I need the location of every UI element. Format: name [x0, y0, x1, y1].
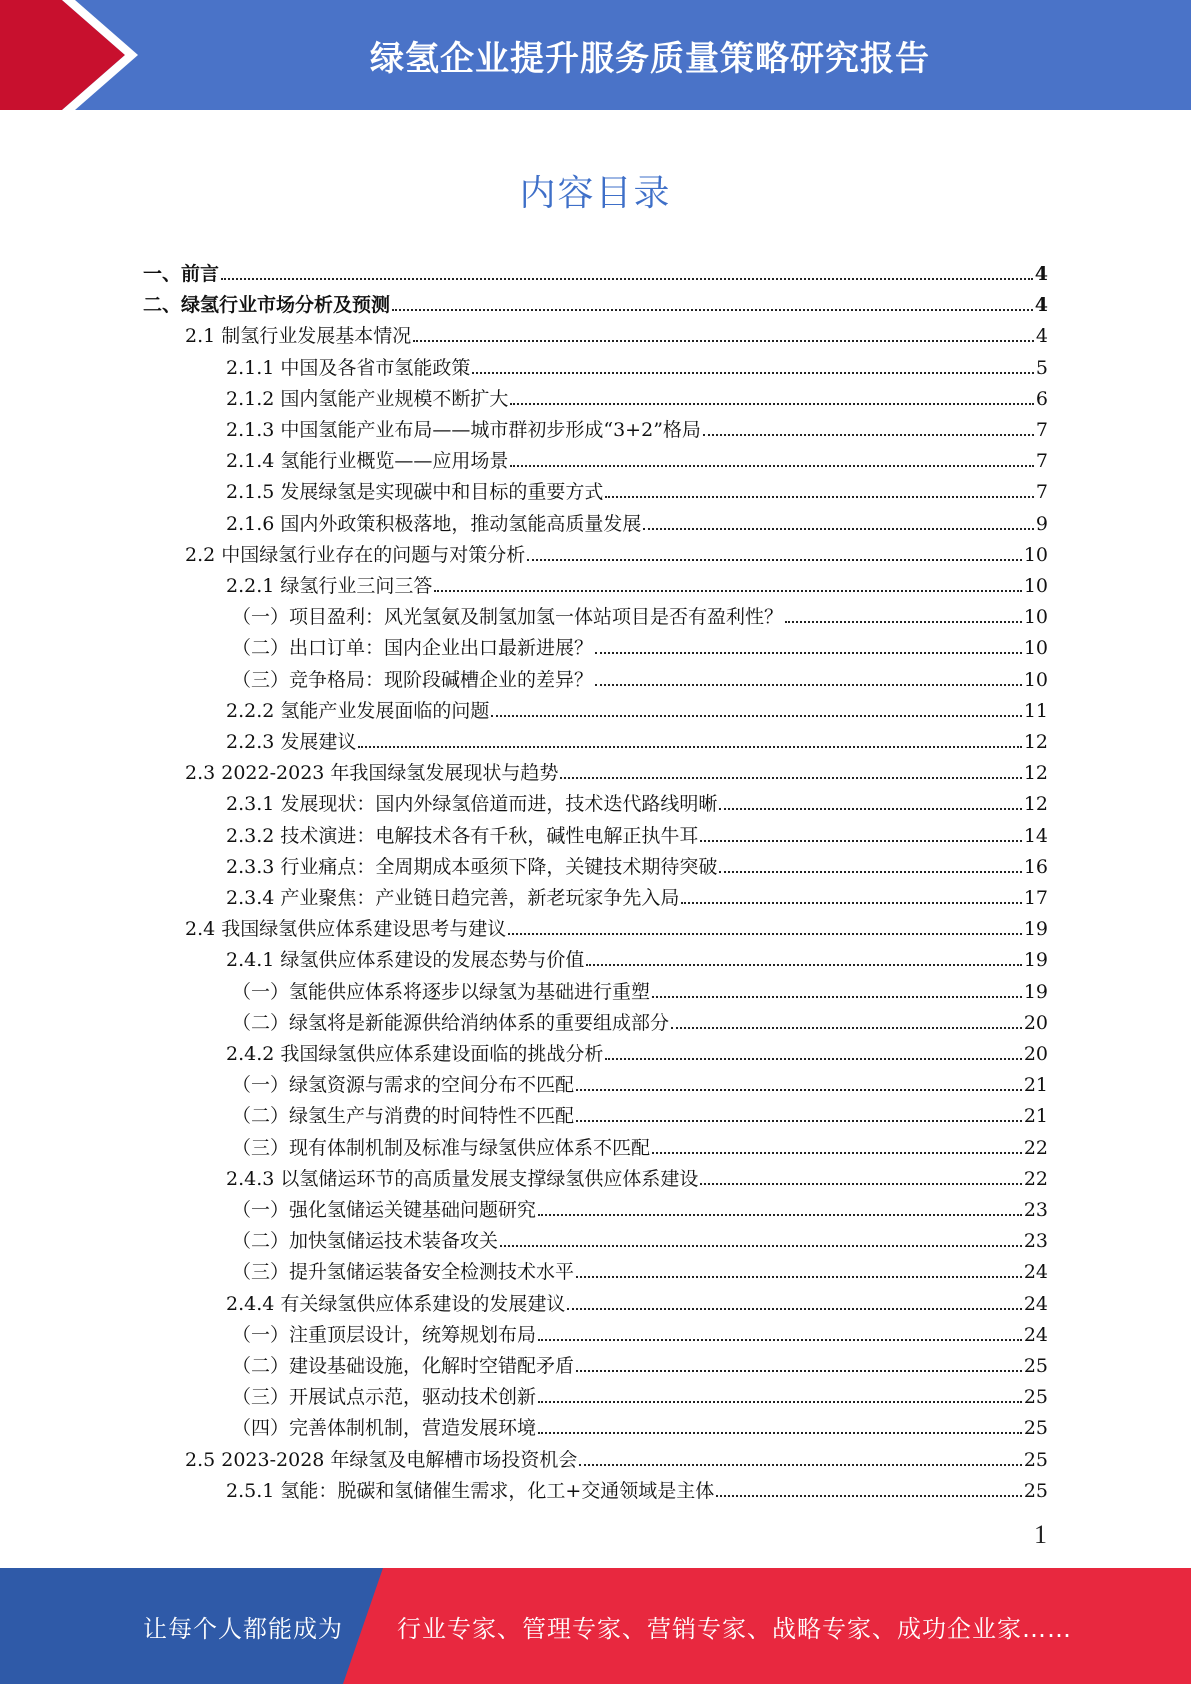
toc-dot-leader	[527, 559, 1022, 561]
toc-entry-label: 2.1.4 氢能行业概览——应用场景	[226, 450, 509, 473]
toc-entry-page: 4	[1035, 325, 1048, 348]
toc-entry[interactable]	[226, 1159, 1048, 1190]
toc-entry-label: （二）绿氢生产与消费的时间特性不匹配	[232, 1105, 575, 1128]
toc-entry[interactable]	[185, 1440, 1048, 1471]
report-title: 绿氢企业提升服务质量策略研究报告	[370, 38, 930, 79]
toc-entry-label: 2.2 中国绿氢行业存在的问题与对策分析	[185, 543, 526, 566]
toc-entry-page: 25	[1023, 1448, 1048, 1471]
toc-entry-label: 2.4.2 我国绿氢供应体系建设面临的挑战分析	[226, 1043, 604, 1065]
toc-entry[interactable]	[226, 1471, 1048, 1502]
toc-dot-leader	[595, 684, 1022, 686]
toc-dot-leader	[576, 1089, 1022, 1091]
toc-entry-page: 21	[1023, 1074, 1048, 1097]
toc-entry[interactable]	[226, 691, 1048, 722]
toc-entry-label: （三）提升氢储运装备安全检测技术水平	[232, 1261, 575, 1284]
toc-entry-label: （一）项目盈利：风光氢氨及制氢加氢一体站项目是否有盈利性？	[232, 606, 784, 629]
toc-dot-leader	[510, 403, 1034, 405]
toc-entry[interactable]	[143, 254, 1048, 285]
toc-entry-label: 2.3 2022-2023 年我国绿氢发展现状与趋势	[185, 762, 559, 785]
toc-dot-leader	[700, 840, 1021, 842]
toc-dot-leader	[785, 621, 1022, 623]
toc-entry[interactable]	[232, 1252, 1048, 1283]
toc-dot-leader	[538, 1214, 1022, 1216]
toc-entry[interactable]	[232, 1128, 1048, 1159]
toc-dot-leader	[538, 1401, 1022, 1403]
toc-entry-page: 19	[1023, 918, 1048, 941]
toc-dot-leader	[579, 1464, 1021, 1466]
toc-dot-leader	[392, 309, 1033, 311]
toc-entry[interactable]	[226, 379, 1048, 410]
toc-dot-leader	[605, 1058, 1021, 1060]
toc-dot-leader	[538, 1339, 1022, 1341]
toc-entry[interactable]	[226, 1034, 1048, 1065]
toc-entry[interactable]	[232, 1096, 1048, 1127]
header-banner	[0, 0, 1191, 110]
toc-entry-label: 2.4.3 以氢储运环节的高质量发展支撑绿氢供应体系建设	[226, 1167, 699, 1190]
toc-entry-label: 2.3.3 行业痛点：全周期成本亟须下降，关键技术期待突破	[226, 855, 718, 878]
page-number: 1	[1034, 1520, 1047, 1549]
toc-entry[interactable]	[232, 660, 1048, 691]
toc-entry-label: （一）强化氢储运关键基础问题研究	[232, 1199, 537, 1221]
toc-entry-label: 2.1.1 中国及各省市氢能政策	[226, 356, 471, 379]
toc-dot-leader	[643, 528, 1034, 530]
toc-dot-leader	[538, 1432, 1022, 1434]
toc-entry-label: （二）出口订单：国内企业出口最新进展？	[232, 637, 594, 660]
toc-entry-page: 11	[1023, 699, 1048, 722]
toc-entry-page: 14	[1023, 824, 1048, 847]
toc-dot-leader	[652, 1152, 1022, 1154]
toc-entry-label: 二、绿氢行业市场分析及预测	[143, 294, 391, 317]
toc-dot-leader	[700, 1183, 1021, 1185]
toc-entry-label: 2.4.1 绿氢供应体系建设的发展态势与价值	[226, 949, 585, 972]
toc-dot-leader	[358, 746, 1021, 748]
toc-entry[interactable]	[226, 722, 1048, 753]
toc-entry-label: （二）建设基础设施，化解时空错配矛盾	[232, 1355, 575, 1377]
toc-entry[interactable]	[226, 1284, 1048, 1315]
toc-dot-leader	[576, 1276, 1022, 1278]
toc-entry-label: 2.5.1 氢能：脱碳和氢储催生需求，化工+交通领域是主体	[226, 1479, 715, 1502]
toc-dot-leader	[671, 1027, 1022, 1029]
toc-dot-leader	[605, 496, 1034, 498]
toc-entry-page: 6	[1035, 387, 1048, 410]
toc-entry[interactable]	[185, 535, 1048, 566]
toc-entry[interactable]	[232, 972, 1048, 1003]
toc-entry-label: （三）竞争格局：现阶段碱槽企业的差异？	[232, 668, 594, 691]
toc-entry-label: （二）绿氢将是新能源供给消纳体系的重要组成部分	[232, 1011, 670, 1034]
toc-entry-page: 10	[1023, 637, 1048, 660]
toc-dot-leader	[576, 1120, 1022, 1122]
toc-entry[interactable]	[143, 285, 1048, 316]
toc-dot-leader	[500, 1245, 1022, 1247]
toc-entry-page: 4	[1034, 294, 1048, 317]
toc-dot-leader	[508, 933, 1022, 935]
toc-entry-label: 2.1.5 发展绿氢是实现碳中和目标的重要方式	[226, 481, 604, 504]
footer-slogan-left: 让每个人都能成为	[143, 1614, 343, 1643]
toc-entry[interactable]	[226, 441, 1048, 472]
toc-entry-page: 16	[1023, 855, 1048, 878]
toc-entry-page: 7	[1035, 419, 1048, 441]
toc-entry[interactable]	[226, 472, 1048, 503]
toc-entry-page: 12	[1023, 762, 1048, 785]
toc-entry-page: 19	[1023, 949, 1048, 972]
toc-heading: 内容目录	[519, 173, 672, 214]
toc-dot-leader	[595, 652, 1022, 654]
toc-entry-page: 24	[1023, 1323, 1048, 1346]
toc-entry[interactable]	[226, 784, 1048, 815]
toc-dot-leader	[586, 964, 1021, 966]
toc-entry-label: （一）氢能供应体系将逐步以绿氢为基础进行重塑	[232, 980, 651, 1003]
toc-dot-leader	[681, 902, 1021, 904]
red-chevron-decoration	[0, 0, 150, 110]
toc-entry[interactable]	[232, 628, 1048, 659]
toc-entry-page: 10	[1023, 543, 1048, 566]
toc-entry-label: 2.1.6 国内外政策积极落地，推动氢能高质量发展	[226, 512, 642, 535]
toc-entry-label: 2.2.3 发展建议	[226, 731, 357, 753]
toc-entry-label: （四）完善体制机制，营造发展环境	[232, 1417, 537, 1440]
toc-entry-page: 25	[1023, 1417, 1048, 1440]
toc-entry-page: 4	[1034, 263, 1048, 285]
toc-entry-label: （三）开展试点示范，驱动技术创新	[232, 1386, 537, 1409]
toc-dot-leader	[719, 871, 1021, 873]
toc-entry-label: （一）注重顶层设计，统筹规划布局	[232, 1323, 537, 1346]
toc-entry[interactable]	[232, 1408, 1048, 1439]
toc-entry-label: 2.3.4 产业聚焦：产业链日趋完善，新老玩家争先入局	[226, 887, 680, 909]
toc-entry-page: 5	[1035, 356, 1048, 379]
toc-entry-page: 7	[1035, 450, 1048, 473]
toc-dot-leader	[560, 777, 1021, 779]
toc-dot-leader	[703, 434, 1034, 436]
toc-dot-leader	[652, 996, 1022, 998]
toc-entry-page: 19	[1023, 980, 1048, 1003]
toc-entry-page: 21	[1023, 1105, 1048, 1128]
toc-entry-label: 2.3.2 技术演进：电解技术各有千秋，碱性电解正执牛耳	[226, 824, 699, 847]
toc-dot-leader	[567, 1308, 1021, 1310]
toc-entry-page: 10	[1023, 606, 1048, 629]
toc-entry-page: 20	[1023, 1011, 1048, 1034]
toc-entry-page: 17	[1023, 887, 1048, 909]
toc-entry[interactable]	[226, 504, 1048, 535]
toc-entry[interactable]	[232, 1003, 1048, 1034]
toc-entry-page: 7	[1035, 481, 1048, 504]
toc-entry-page: 12	[1023, 793, 1048, 816]
toc-dot-leader	[576, 1370, 1022, 1372]
toc-entry[interactable]	[232, 1221, 1048, 1252]
toc-entry-page: 25	[1023, 1479, 1048, 1502]
toc-entry-label: 2.1 制氢行业发展基本情况	[185, 325, 412, 348]
toc-entry[interactable]	[185, 316, 1048, 347]
toc-dot-leader	[413, 340, 1034, 342]
toc-entry-page: 20	[1023, 1043, 1048, 1065]
footer-slogan-right: 行业专家、管理专家、营销专家、战略专家、成功企业家……	[397, 1614, 1072, 1643]
toc-entry[interactable]	[232, 1065, 1048, 1096]
toc-dot-leader	[434, 590, 1021, 592]
toc-entry[interactable]	[226, 940, 1048, 971]
toc-entry-page: 25	[1023, 1386, 1048, 1409]
toc-entry-label: 2.5 2023-2028 年绿氢及电解槽市场投资机会	[185, 1448, 578, 1471]
toc-entry[interactable]	[232, 1190, 1048, 1221]
toc-entry-label: 一、前言	[143, 263, 220, 285]
toc-entry-page: 23	[1023, 1230, 1048, 1253]
toc-entry-label: 2.2.2 氢能产业发展面临的问题	[226, 699, 490, 722]
toc-entry-label: 2.3.1 发展现状：国内外绿氢倍道而进，技术迭代路线明晰	[226, 793, 718, 816]
toc-entry-page: 24	[1023, 1261, 1048, 1284]
toc-entry-page: 22	[1023, 1136, 1048, 1159]
toc-entry-page: 10	[1023, 575, 1048, 597]
toc-entry[interactable]	[226, 566, 1048, 597]
toc-entry[interactable]	[232, 597, 1048, 628]
toc-entry[interactable]	[232, 1315, 1048, 1346]
toc-entry[interactable]	[226, 348, 1048, 379]
toc-dot-leader	[221, 278, 1033, 280]
toc-entry-page: 10	[1023, 668, 1048, 691]
toc-dot-leader	[716, 1495, 1022, 1497]
toc-entry-label: 2.4.4 有关绿氢供应体系建设的发展建议	[226, 1292, 566, 1315]
toc-entry-page: 22	[1023, 1167, 1048, 1190]
toc-dot-leader	[510, 465, 1034, 467]
toc-dot-leader	[472, 372, 1034, 374]
toc-entry-label: 2.1.3 中国氢能产业布局——城市群初步形成“3+2”格局	[226, 419, 701, 441]
toc-entry[interactable]	[226, 816, 1048, 847]
toc-dot-leader	[491, 715, 1021, 717]
toc-entry-label: （一）绿氢资源与需求的空间分布不匹配	[232, 1074, 575, 1097]
toc-entry-page: 12	[1023, 731, 1048, 753]
toc-entry-page: 23	[1023, 1199, 1048, 1221]
toc-entry-label: （二）加快氢储运技术装备攻关	[232, 1230, 499, 1253]
toc-entry-page: 25	[1023, 1355, 1048, 1377]
toc-entry[interactable]	[232, 1377, 1048, 1408]
toc-entry[interactable]	[232, 1346, 1048, 1377]
toc-entry-label: 2.2.1 绿氢行业三问三答	[226, 575, 433, 597]
toc-entry-page: 24	[1023, 1292, 1048, 1315]
toc-entry-label: 2.4 我国绿氢供应体系建设思考与建议	[185, 918, 507, 941]
toc-entry[interactable]	[185, 753, 1048, 784]
toc-entry[interactable]	[226, 847, 1048, 878]
toc-entry-label: （三）现有体制机制及标准与绿氢供应体系不匹配	[232, 1136, 651, 1159]
toc-entry[interactable]	[226, 878, 1048, 909]
toc-entry[interactable]	[226, 410, 1048, 441]
toc-entry[interactable]	[185, 909, 1048, 940]
toc-entry-label: 2.1.2 国内氢能产业规模不断扩大	[226, 387, 509, 410]
toc-entry-page: 9	[1035, 512, 1048, 535]
toc-dot-leader	[719, 808, 1021, 810]
footer-banner	[0, 1568, 1191, 1684]
